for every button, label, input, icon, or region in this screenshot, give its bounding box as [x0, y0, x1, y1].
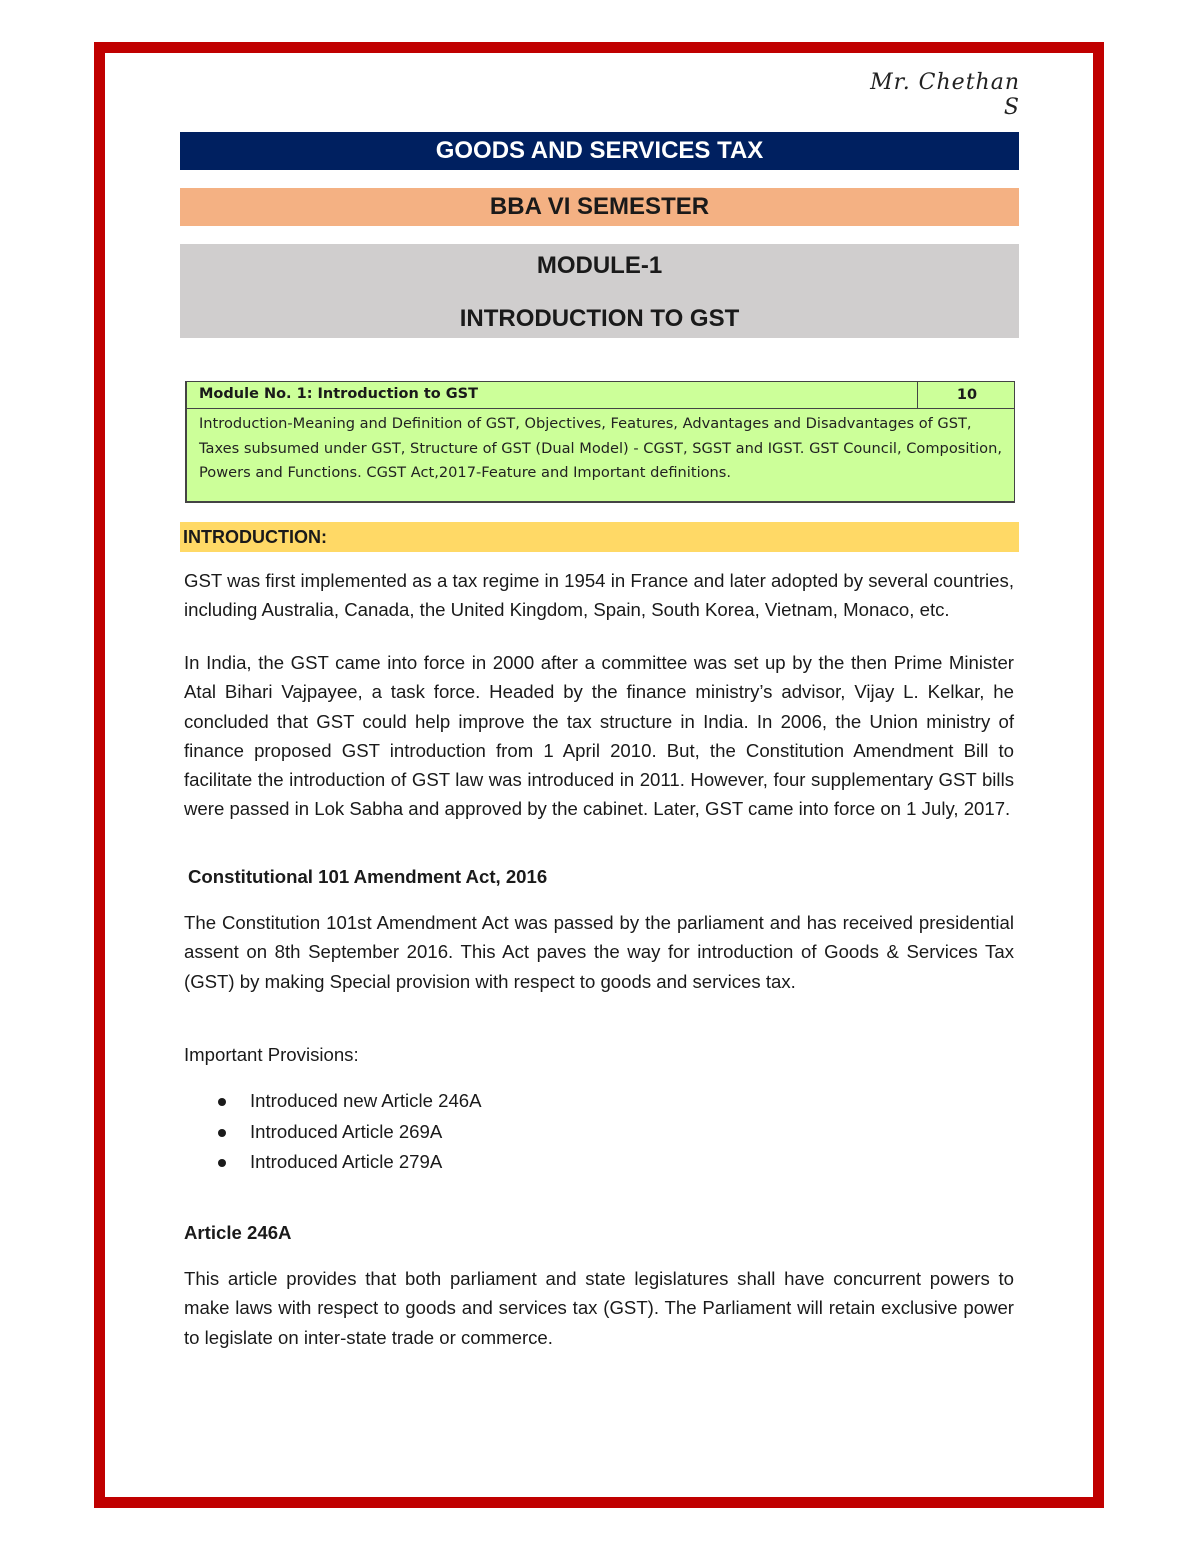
- list-item: Introduced new Article 246A: [184, 1086, 482, 1117]
- module-banner: [180, 244, 1019, 338]
- author-signature: Mr. Chethan S: [870, 70, 1020, 120]
- syllabus-header-row: [187, 382, 1014, 409]
- article-246a-paragraph: This article provides that both parliament and state legislatures shall have concurrent powers to make laws with respect to goods and services tax (GST). The Parliament will retain exclusive power to legislate on inter-state trade or commerce.: [184, 1268, 1014, 1348]
- introduction-heading: INTRODUCTION:: [180, 522, 1019, 552]
- syllabus-table: [185, 381, 1015, 503]
- article-246a-heading: Article 246A: [184, 1222, 292, 1243]
- list-item: Introduced Article 279A: [184, 1147, 482, 1178]
- syllabus-module-name: Module No. 1: Introduction to GST: [199, 386, 479, 402]
- module-number: MODULE-1: [536, 252, 663, 279]
- provisions-list: [184, 1086, 482, 1178]
- module-title: INTRODUCTION TO GST: [459, 305, 740, 332]
- list-item: Introduced Article 269A: [184, 1117, 482, 1148]
- syllabus-content: Introduction-Meaning and Definition of GST, Objectives, Features, Advantages and Disadvantages of GST, Taxes subsumed under GST, Structure of GST (Dual Model) - CGST, SGST and IGST. GST Council, Composition, Powers and Functions. CGST Act,2017-Feature and Important definitions.: [199, 415, 1002, 481]
- intro-paragraph-1: GST was first implemented as a tax regime in 1954 in France and later adopted by several countries, including Australia, Canada, the United Kingdom, Spain, South Korea, Vietnam, Monaco, etc.: [184, 570, 1014, 621]
- provisions-label: Important Provisions:: [184, 1044, 359, 1065]
- constitutional-paragraph: The Constitution 101st Amendment Act was passed by the parliament and has received presidential assent on 8th September 2016. This Act paves the way for introduction of Goods & Services Tax (GST) by making Special provision with respect to goods and services tax.: [184, 912, 1014, 992]
- syllabus-hours: 10: [917, 382, 1016, 408]
- intro-paragraph-2: In India, the GST came into force in 2000 after a committee was set up by the then Prime Minister Atal Bihari Vajpayee, a task force. Headed by the finance ministry’s advisor, Vijay L. Kelkar, he concluded that GST could help improve the tax structure in India. In 2006, the Union ministry of finance proposed GST introduction from 1 April 2010. But, the Constitution Amendment Bill to facilitate the introduction of GST law was introduced in 2011. However, four supplementary GST bills were passed in Lok Sabha and approved by the cabinet. Later, GST came into force on 1 July, 2017.: [184, 652, 1014, 820]
- constitutional-heading: Constitutional 101 Amendment Act, 2016: [188, 866, 548, 887]
- document-title: GOODS AND SERVICES TAX: [180, 132, 1019, 170]
- semester-banner: BBA VI SEMESTER: [180, 188, 1019, 226]
